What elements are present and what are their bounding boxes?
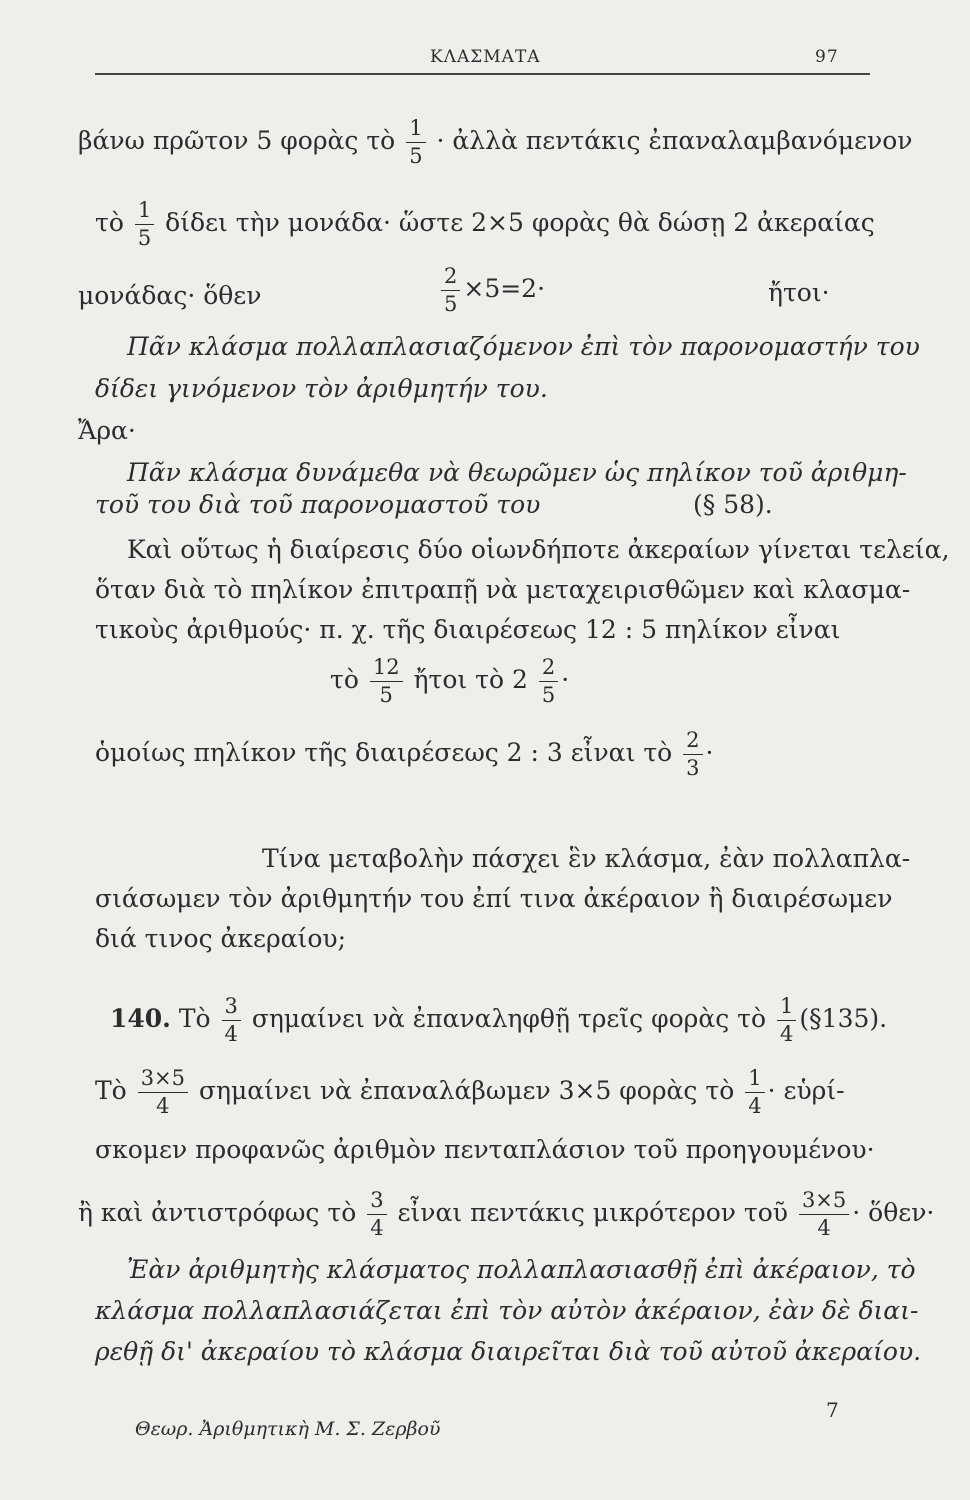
denominator: 4	[817, 1216, 831, 1240]
denominator: 4	[370, 1216, 384, 1240]
fraction-2-5	[441, 266, 460, 315]
fraction-2-3	[683, 730, 702, 779]
denominator: 4	[780, 1022, 794, 1046]
numerator: 1	[777, 996, 796, 1021]
fraction-3x5-4	[799, 1190, 849, 1239]
question-line-3: διά τινος ἀκεραίου;	[95, 924, 347, 953]
text-line-2	[95, 200, 875, 249]
text-line-3a: μονάδας· ὅθεν	[78, 281, 262, 310]
text-line-2a: τὸ	[95, 208, 124, 237]
question-line-2: σιάσωμεν τὸν ἀριθμητήν του ἐπί τινα ἀκέραιον ἢ διαιρέσωμεν	[95, 884, 893, 913]
numerator: 12	[370, 657, 403, 682]
running-head: ΚΛΑΣΜΑΤΑ	[430, 47, 541, 67]
text-line-17	[110, 996, 887, 1045]
fraction-1-5	[406, 118, 425, 167]
denominator: 5	[444, 292, 458, 316]
header-rule	[95, 73, 870, 75]
text-line-6: Ἄρα·	[78, 416, 136, 445]
section-ref-58: (§ 58).	[693, 490, 773, 519]
text-line-20	[78, 1190, 934, 1239]
numerator: 2	[683, 730, 702, 755]
rule-line-5: δίδει γινόμενον τὸν ἀριθμητήν του.	[95, 374, 548, 403]
text-line-18	[95, 1068, 845, 1117]
text-line-17c: (§135).	[799, 1004, 888, 1033]
fraction-1-5	[135, 200, 154, 249]
text-line-11: τικοὺς ἀριθμούς· π. χ. τῆς διαιρέσεως 12 : 5 πηλίκον εἶναι	[95, 615, 841, 644]
text-line-13a: ὁμοίως πηλίκον τῆς διαιρέσεως 2 : 3 εἶναι τὸ	[95, 738, 673, 767]
text-line-12c: ·	[561, 665, 570, 694]
numerator: 1	[406, 118, 425, 143]
fraction-3-4	[367, 1190, 386, 1239]
denominator: 5	[379, 683, 393, 707]
text-line-19: σκομεν προφανῶς ἀριθμὸν πενταπλάσιον τοῦ προηγουμένου·	[95, 1135, 875, 1164]
fraction-2-5	[539, 657, 558, 706]
text-line-10: ὅταν διὰ τὸ πηλίκον ἐπιτραπῇ νὰ μεταχειρισθῶμεν καὶ κλασμα-	[95, 575, 911, 604]
numerator: 3	[222, 996, 241, 1021]
numerator: 3	[367, 1190, 386, 1215]
page-number: 97	[815, 47, 839, 67]
fraction-3-4	[222, 996, 241, 1045]
text-line-13	[95, 730, 713, 779]
text-line-1a: βάνω πρῶτον 5 φορὰς τὸ	[78, 126, 396, 155]
rule-line-7: Πᾶν κλάσμα δυνάμεθα νὰ θεωρῶμεν ὡς πηλίκον τοῦ ἀριθμη-	[127, 458, 907, 487]
fraction-12-5	[370, 657, 403, 706]
rule-line-8a: τοῦ του διὰ τοῦ παρονομαστοῦ του	[95, 490, 541, 519]
question-line-1: Τίνα μεταβολὴν πάσχει ἓν κλάσμα, ἐὰν πολλαπλα-	[262, 844, 911, 873]
text-line-12	[330, 657, 569, 706]
text-line-9: Καὶ οὕτως ἡ διαίρεσις δύο οἱωνδήποτε ἀκεραίων γίνεται τελεία,	[127, 535, 950, 564]
footer-signature-line: Θεωρ. Ἀριθμητικὴ Μ. Σ. Ζερβοῦ	[135, 1418, 441, 1440]
text-line-18b: σημαίνει νὰ ἐπαναλάβωμεν 3×5 φορὰς τὸ	[198, 1076, 735, 1105]
text-line-3c: ἤτοι·	[768, 278, 830, 307]
equation-rest: ×5=2·	[463, 274, 546, 303]
text-line-17a: Τὸ	[178, 1004, 211, 1033]
rule-line-21: Ἐὰν ἀριθμητὴς κλάσματος πολλαπλασιασθῇ ἐπὶ ἀκέραιον, τὸ	[127, 1255, 916, 1284]
fraction-1-4	[777, 996, 796, 1045]
text-line-18a: Τὸ	[95, 1076, 127, 1105]
equation-2-5-times-5	[438, 266, 545, 315]
text-line-12b: ἤτοι τὸ 2	[413, 665, 528, 694]
text-line-2b: δίδει τὴν μονάδα· ὥστε 2×5 φορὰς θὰ δώσῃ 2 ἀκεραίας	[165, 208, 875, 237]
denominator: 5	[409, 144, 423, 168]
signature-mark: 7	[826, 1398, 839, 1422]
text-line-17b: σημαίνει νὰ ἐπαναληφθῇ τρεῖς φορὰς τὸ	[251, 1004, 767, 1033]
numerator: 2	[539, 657, 558, 682]
text-line-12a: τὸ	[330, 665, 359, 694]
denominator: 4	[748, 1094, 762, 1118]
denominator: 5	[541, 683, 556, 707]
numerator: 2	[441, 266, 460, 291]
denominator: 4	[224, 1022, 238, 1046]
fraction-3x5-4	[138, 1068, 188, 1117]
rule-line-22: κλάσμα πολλαπλασιάζεται ἐπὶ τὸν αὐτὸν ἀκέραιον, ἐὰν δὲ διαι-	[95, 1296, 919, 1325]
text-line-20c: · ὅθεν·	[852, 1198, 935, 1227]
denominator: 4	[156, 1094, 170, 1118]
numerator: 3×5	[799, 1190, 849, 1215]
numerator: 3×5	[138, 1068, 188, 1093]
numerator: 1	[135, 200, 154, 225]
text-line-1	[78, 118, 913, 167]
rule-line-4: Πᾶν κλάσμα πολλαπλασιαζόμενον ἐπὶ τὸν παρονομαστήν του	[127, 332, 920, 361]
denominator: 5	[137, 226, 152, 250]
text-line-18c: · εὑρί-	[767, 1076, 845, 1105]
text-line-1b: · ἀλλὰ πεντάκις ἐπαναλαμβανόμενον	[436, 126, 913, 155]
rule-line-23: ρεθῇ δι' ἀκεραίου τὸ κλάσμα διαιρεῖται διὰ τοῦ αὐτοῦ ἀκεραίου.	[95, 1337, 922, 1366]
text-line-13b: ·	[705, 738, 714, 767]
numerator: 1	[745, 1068, 764, 1093]
denominator: 3	[686, 756, 700, 780]
fraction-1-4	[745, 1068, 764, 1117]
text-line-20b: εἶναι πεντάκις μικρότερον τοῦ	[397, 1198, 788, 1227]
paragraph-number: 140.	[110, 1004, 171, 1033]
text-line-20a: ἢ καὶ ἀντιστρόφως τὸ	[78, 1198, 357, 1227]
